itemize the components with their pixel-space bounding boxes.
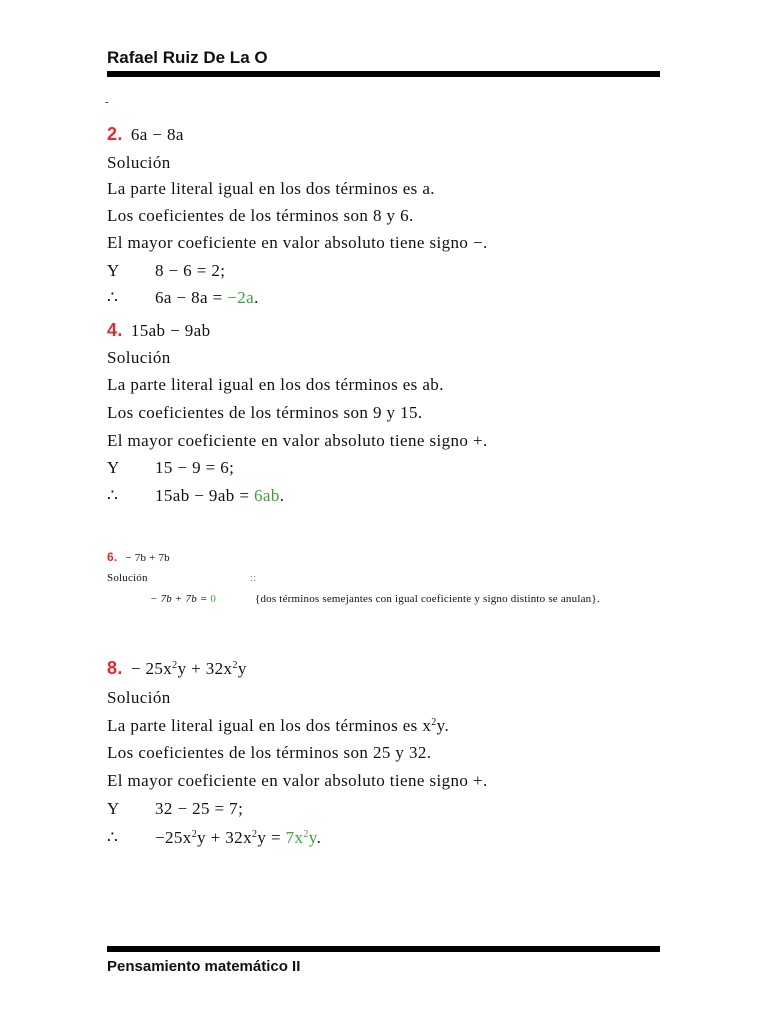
solucion-label: Solución bbox=[107, 688, 171, 707]
difference-step bbox=[107, 261, 225, 281]
result-left: − 7b + 7b = bbox=[150, 593, 211, 605]
result-left: 6a − 8a = bbox=[155, 288, 228, 307]
problem-number: 4. bbox=[107, 320, 123, 340]
result-part: y = bbox=[257, 828, 286, 847]
result-value: 0 bbox=[210, 593, 217, 605]
problem-expression: − 7b + 7b bbox=[125, 552, 170, 564]
sign-line: El mayor coeficiente en valor absoluto tiene signo +. bbox=[107, 771, 488, 790]
expr-part: y bbox=[237, 659, 247, 678]
course-name: Pensamiento matemático II bbox=[107, 958, 301, 975]
result-part: −25x bbox=[155, 828, 192, 847]
problem-8-title bbox=[107, 658, 247, 679]
result-value: 6ab bbox=[253, 486, 280, 505]
literal-part-line bbox=[107, 716, 449, 736]
exponent: 2 bbox=[431, 717, 437, 728]
problem-expression bbox=[131, 659, 247, 678]
result-end: . bbox=[279, 486, 285, 505]
author-name: Rafael Ruiz De La O bbox=[107, 48, 268, 67]
exponent: 2 bbox=[232, 660, 238, 671]
result-line bbox=[150, 593, 216, 605]
problem-number: 8. bbox=[107, 658, 123, 678]
result-value-part: 7x bbox=[285, 828, 304, 847]
coefficients-line: Los coeficientes de los términos son 8 y 6. bbox=[107, 206, 414, 225]
solucion-label: Solución bbox=[107, 153, 171, 172]
y-label: Y bbox=[107, 799, 120, 818]
result-end: . bbox=[254, 288, 259, 307]
problem-number: 6. bbox=[107, 550, 118, 564]
explanatory-note: {dos términos semejantes con igual coeficiente y signo distinto se anulan}. bbox=[255, 593, 600, 605]
sign-line: El mayor coeficiente en valor absoluto tiene signo +. bbox=[107, 431, 488, 450]
y-label: Y bbox=[107, 458, 120, 477]
line-part: La parte literal igual en los dos términos es x bbox=[107, 716, 432, 735]
difference-step bbox=[107, 799, 243, 819]
problem-4-title bbox=[107, 320, 211, 341]
line-part: y. bbox=[436, 716, 450, 735]
y-label: Y bbox=[107, 261, 120, 280]
sign-line: El mayor coeficiente en valor absoluto tiene signo −. bbox=[107, 233, 488, 252]
header-rule bbox=[107, 71, 660, 77]
exponent: 2 bbox=[172, 660, 178, 671]
problem-expression: 15ab − 9ab bbox=[130, 321, 211, 340]
problem-6-title bbox=[107, 550, 170, 564]
therefore-symbol: ∴ bbox=[107, 486, 119, 505]
problem-2-title bbox=[107, 124, 184, 145]
coefficients-line: Los coeficientes de los términos son 9 y 15. bbox=[107, 403, 423, 422]
step-text: 32 − 25 = 7; bbox=[155, 799, 244, 818]
result-value-part: y bbox=[308, 828, 317, 847]
marks-text: :: bbox=[250, 572, 257, 584]
problem-expression: 6a − 8a bbox=[130, 125, 184, 144]
result-value bbox=[286, 828, 317, 847]
difference-step bbox=[107, 458, 234, 478]
result-part: y + 32x bbox=[197, 828, 252, 847]
therefore-symbol: ∴ bbox=[107, 288, 119, 307]
solucion-label: Solución bbox=[107, 348, 171, 367]
result-value: −2a bbox=[227, 288, 255, 307]
result-line bbox=[107, 288, 259, 308]
footer-rule bbox=[107, 946, 660, 952]
therefore-symbol: ∴ bbox=[107, 828, 119, 847]
solucion-label: Solución bbox=[107, 572, 148, 584]
result-line bbox=[107, 828, 321, 848]
step-text: 15 − 9 = 6; bbox=[155, 458, 235, 477]
result-line bbox=[107, 486, 284, 506]
coefficients-line: Los coeficientes de los términos son 25 y 32. bbox=[107, 743, 432, 762]
problem-number: 2. bbox=[107, 124, 123, 144]
result-end: . bbox=[316, 828, 322, 847]
literal-part-line: La parte literal igual en los dos términos es a. bbox=[107, 179, 435, 198]
list-marker: - bbox=[105, 96, 109, 108]
result-left: 15ab − 9ab = bbox=[155, 486, 254, 505]
exponent: 2 bbox=[191, 829, 198, 840]
step-text: 8 − 6 = 2; bbox=[155, 261, 226, 280]
exponent: 2 bbox=[251, 829, 258, 840]
literal-part-line: La parte literal igual en los dos términos es ab. bbox=[107, 375, 444, 394]
expr-part: y + 32x bbox=[177, 659, 233, 678]
exponent: 2 bbox=[303, 829, 309, 840]
expr-part: − 25x bbox=[130, 659, 173, 678]
